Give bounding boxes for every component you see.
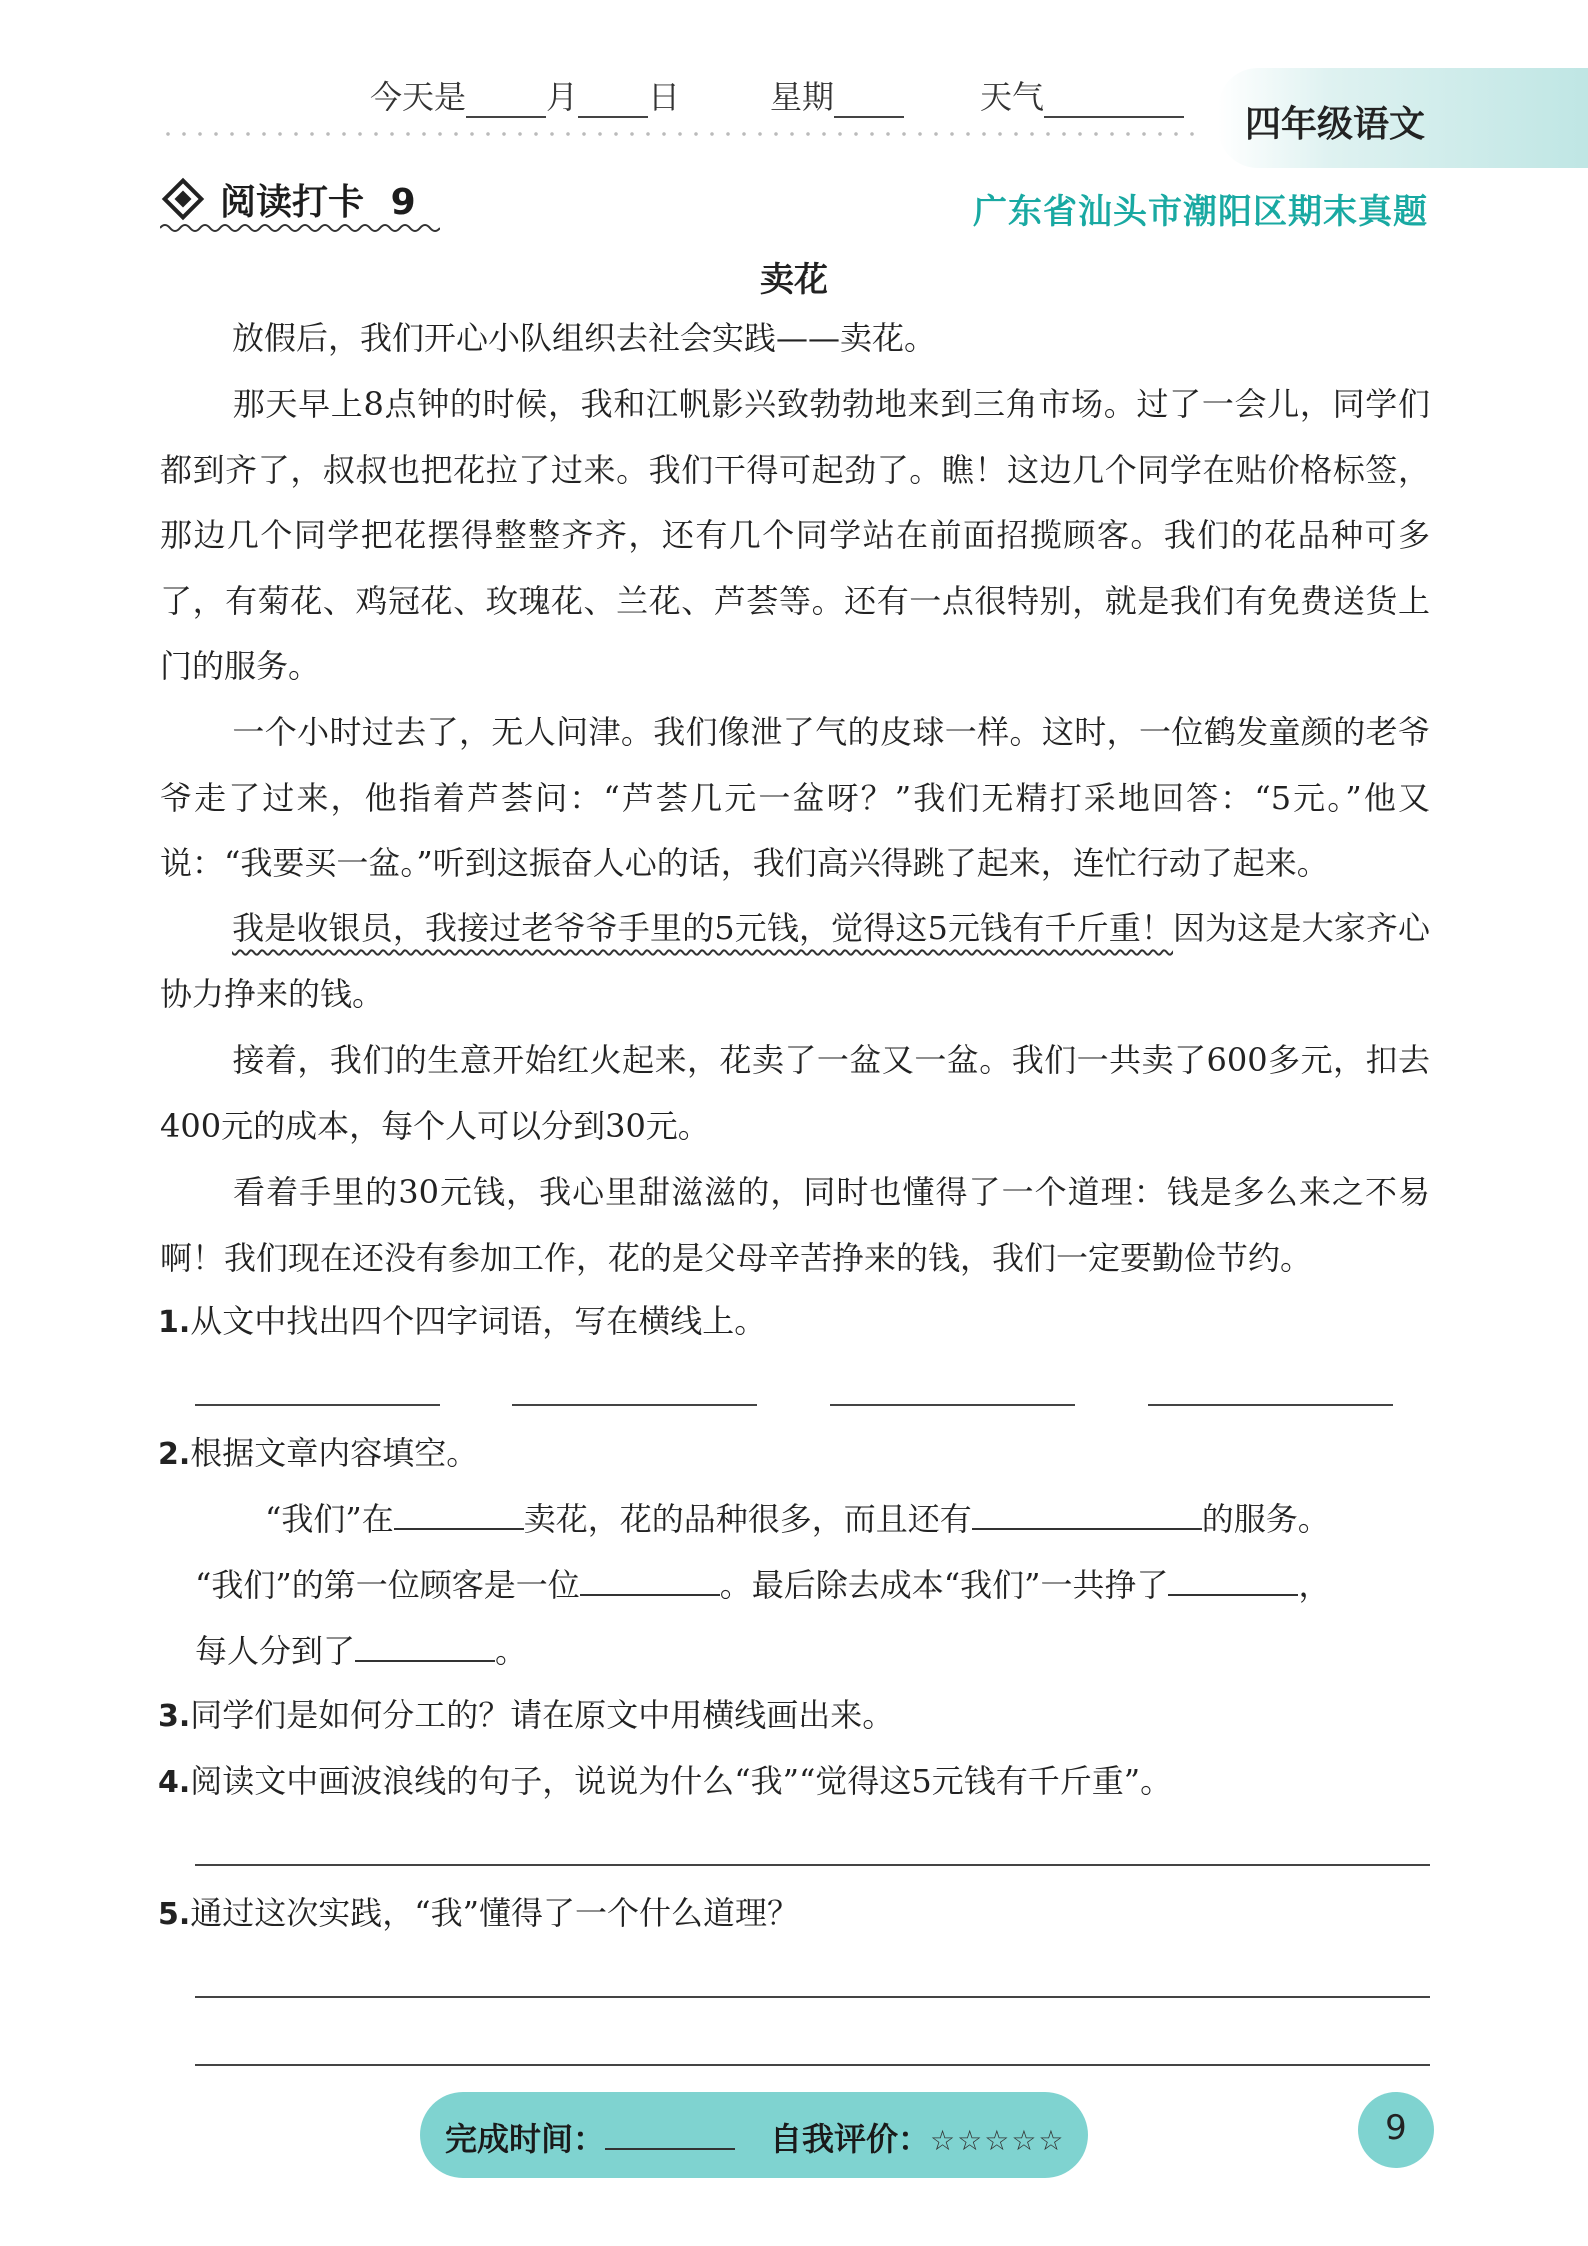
q2-text: ， [1298, 1566, 1331, 1604]
paragraph-text: 因为这是大家齐心协力挣来的钱。 [160, 909, 1430, 1013]
q1-answer-line-1[interactable] [195, 1404, 440, 1406]
q2-fill-line-1 [265, 1494, 1330, 1540]
question-number: 4. [158, 1765, 191, 1800]
month-label: 月 [546, 78, 579, 116]
page-number: 9 [1385, 2108, 1407, 2148]
paragraph-4 [160, 896, 1430, 1027]
q2-text: 卖花，花的品种很多，而且还有 [523, 1500, 972, 1538]
question-4 [158, 1756, 1172, 1802]
question-number: 5. [158, 1897, 191, 1932]
q2-blank-earned[interactable] [1168, 1564, 1298, 1596]
weekday-label: 星期 [770, 78, 835, 116]
q1-answer-line-4[interactable] [1148, 1404, 1393, 1406]
question-3 [158, 1690, 894, 1736]
weather-line [980, 72, 1184, 118]
q2-text: 每人分到了 [195, 1632, 356, 1670]
today-label: 今天是 [370, 78, 467, 116]
paragraph-text: 放假后，我们开心小队组织去社会实践——卖花。 [232, 319, 937, 357]
section-badge [220, 174, 416, 225]
weekday-blank[interactable] [834, 86, 904, 118]
question-number: 2. [158, 1437, 191, 1472]
paragraph-text: 那天早上8点钟的时候，我和江帆影兴致勃勃地来到三角市场。过了一会儿，同学们都到齐了，叔叔也把花拉了过来。我们干得可起劲了。瞧！这边几个同学在贴价格标签，那边几个同学把花摆得整整齐齐，还有几个同学站在前面招揽顾客。我们的花品种可多了，有菊花、鸡冠花、玫瑰花、兰花、芦荟等。还有一点很特别，就是我们有免费送货上门的服务。 [160, 385, 1430, 685]
paragraph-text: 看着手里的30元钱，我心里甜滋滋的，同时也懂得了一个道理：钱是多么来之不易啊！我们现在还没有参加工作，花的是父母辛苦挣来的钱，我们一定要勤俭节约。 [160, 1173, 1430, 1277]
question-text: 阅读文中画波浪线的句子，说说为什么“我”“觉得这5元钱有千斤重”。 [190, 1762, 1173, 1800]
question-number: 1. [158, 1305, 191, 1340]
q2-text: 。 [495, 1632, 528, 1670]
paragraph-1 [160, 306, 1430, 372]
rating-stars[interactable]: ☆☆☆☆☆ [930, 2124, 1066, 2157]
question-2 [158, 1428, 478, 1474]
q1-answer-line-2[interactable] [512, 1404, 757, 1406]
paragraph-3 [160, 700, 1430, 897]
time-label: 完成时间： [445, 2120, 606, 2158]
exam-source: 广东省汕头市潮阳区期末真题 [973, 192, 1428, 232]
day-blank[interactable] [578, 86, 648, 118]
question-text: 同学们是如何分工的？请在原文中用横线画出来。 [190, 1696, 895, 1734]
paragraph-6 [160, 1160, 1430, 1291]
question-1 [158, 1296, 766, 1342]
month-blank[interactable] [466, 86, 546, 118]
paragraph-text: 接着，我们的生意开始红火起来，花卖了一盆又一盆。我们一共卖了600多元，扣去400元的成本，每个人可以分到30元。 [160, 1041, 1430, 1145]
weather-blank[interactable] [1044, 86, 1184, 118]
q2-text: 的服务。 [1201, 1500, 1330, 1538]
diamond-icon [162, 178, 204, 220]
header-dotted-divider [160, 132, 1200, 136]
q2-text: “我们”的第一位顾客是一位 [195, 1566, 580, 1604]
completion-time [445, 2114, 735, 2160]
grade-label: 四年级语文 [1245, 104, 1426, 145]
q2-fill-line-3 [195, 1626, 527, 1672]
wavy-sentence: 我是收银员，我接过老爷爷手里的5元钱，觉得这5元钱有千斤重！ [232, 909, 1174, 947]
q2-fill-line-2 [195, 1560, 1330, 1606]
eval-label: 自我评价： [770, 2120, 931, 2158]
weekday-line [770, 72, 904, 118]
q5-answer-line-2[interactable] [195, 2064, 1430, 2066]
q1-answer-line-3[interactable] [830, 1404, 1075, 1406]
question-text: 根据文章内容填空。 [190, 1434, 479, 1472]
self-evaluation [770, 2114, 1066, 2160]
paragraph-2 [160, 372, 1430, 700]
date-line [370, 72, 680, 118]
question-text: 通过这次实践，“我”懂得了一个什么道理？ [190, 1894, 800, 1932]
weather-label: 天气 [980, 78, 1045, 116]
q2-text: 。最后除去成本“我们”一共挣了 [719, 1566, 1169, 1604]
time-blank[interactable] [605, 2122, 735, 2150]
q4-answer-line[interactable] [195, 1864, 1430, 1866]
paragraph-text: 一个小时过去了，无人问津。我们像泄了气的皮球一样。这时，一位鹤发童颜的老爷爷走了过来，他指着芦荟问：“芦荟几元一盆呀？”我们无精打采地回答：“5元。”他又说：“我要买一盆。”听到这振奋人心的话，我们高兴得跳了起来，连忙行动了起来。 [160, 713, 1430, 882]
question-5 [158, 1888, 799, 1934]
article-title: 卖花 [760, 260, 828, 300]
q2-blank-each[interactable] [355, 1630, 495, 1662]
badge-wave-underline [160, 222, 440, 234]
question-number: 3. [158, 1699, 191, 1734]
paragraph-5 [160, 1028, 1430, 1159]
q2-blank-service[interactable] [972, 1498, 1202, 1530]
q2-blank-customer[interactable] [580, 1564, 720, 1596]
question-text: 从文中找出四个四字词语，写在横线上。 [190, 1302, 767, 1340]
q2-blank-place[interactable] [394, 1498, 524, 1530]
badge-number: 9 [390, 182, 416, 223]
badge-text: 阅读打卡 [220, 182, 365, 223]
q2-text: “我们”在 [265, 1500, 394, 1538]
q5-answer-line-1[interactable] [195, 1996, 1430, 1998]
day-label: 日 [648, 78, 681, 116]
